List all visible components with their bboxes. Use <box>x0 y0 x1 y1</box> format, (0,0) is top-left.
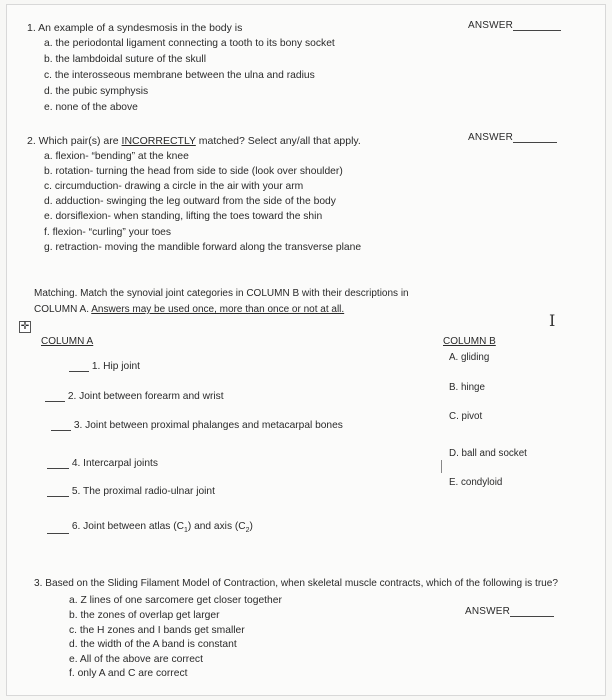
q3-answer-blank[interactable] <box>510 616 554 617</box>
matching-instructions-line1: Matching. Match the synovial joint categories in COLUMN B with their descriptions in <box>34 288 409 299</box>
q2-answer-label: ANSWER <box>468 132 557 143</box>
q3-answer-label: ANSWER <box>465 606 554 617</box>
q1-option-b[interactable]: b. the lambdoidal suture of the skull <box>44 54 206 65</box>
column-a-item-4: 4. Intercarpal joints <box>47 458 158 469</box>
column-b-item-a: A. gliding <box>449 352 490 363</box>
q3-option-f[interactable]: f. only A and C are correct <box>69 668 188 679</box>
q2-option-f[interactable]: f. flexion- “curling” your toes <box>44 227 172 238</box>
q2-option-d[interactable]: d. adduction- swinging the leg outward from the side of the body <box>44 196 336 207</box>
column-b-header: COLUMN B <box>443 336 496 347</box>
q1-option-e[interactable]: e. none of the above <box>44 102 138 113</box>
column-a-item-1: 1. Hip joint <box>69 361 140 372</box>
q1-stem: 1. An example of a syndesmosis in the body is <box>27 22 243 34</box>
q2-option-b[interactable]: b. rotation- turning the head from side to side (look over shoulder) <box>44 166 343 177</box>
q2-option-a[interactable]: a. flexion- “bending” at the knee <box>44 151 189 162</box>
worksheet-page <box>6 4 606 696</box>
column-a-item-2: 2. Joint between forearm and wrist <box>45 391 224 402</box>
column-a-header: COLUMN A <box>41 336 94 347</box>
table-move-handle-icon[interactable]: ✛ <box>20 321 30 332</box>
q3-option-d[interactable]: d. the width of the A band is constant <box>69 639 237 650</box>
column-b-item-c: C. pivot <box>449 411 483 422</box>
q2-option-e[interactable]: e. dorsiflexion- when standing, lifting the toes toward the shin <box>44 211 323 222</box>
q3-option-e[interactable]: e. All of the above are correct <box>69 654 203 665</box>
q2-option-c[interactable]: c. circumduction- drawing a circle in the air with your arm <box>44 181 304 192</box>
column-b-item-b: B. hinge <box>449 382 485 393</box>
q2-answer-blank[interactable] <box>513 142 557 143</box>
q2-option-g[interactable]: g. retraction- moving the mandible forward along the transverse plane <box>44 242 362 253</box>
q3-stem: 3. Based on the Sliding Filament Model of Contraction, when skeletal muscle contracts, which of the following is true? <box>34 578 559 589</box>
q3-option-c[interactable]: c. the H zones and I bands get smaller <box>69 625 245 636</box>
answer-blank-4[interactable] <box>47 468 69 469</box>
answer-blank-1[interactable] <box>69 371 89 372</box>
q1-answer-label: ANSWER <box>468 20 561 31</box>
column-b-item-e: E. condyloid <box>449 477 503 488</box>
answer-blank-2[interactable] <box>45 401 65 402</box>
answer-blank-3[interactable] <box>51 430 71 431</box>
q1-option-d[interactable]: d. the pubic symphysis <box>44 86 149 97</box>
text-insertion-caret <box>441 460 442 473</box>
q3-option-a[interactable]: a. Z lines of one sarcomere get closer together <box>69 595 282 606</box>
q1-answer-blank[interactable] <box>513 30 561 31</box>
column-a-item-5: 5. The proximal radio-ulnar joint <box>47 486 215 497</box>
answer-blank-6[interactable] <box>47 533 69 534</box>
answer-blank-5[interactable] <box>47 496 69 497</box>
q2-stem: 2. Which pair(s) are INCORRECTLY matched? Select any/all that apply. <box>27 135 361 147</box>
column-a-item-3: 3. Joint between proximal phalanges and metacarpal bones <box>51 420 343 431</box>
column-b-item-d: D. ball and socket <box>449 448 527 459</box>
text-cursor-icon: I <box>549 311 556 330</box>
column-a-item-6: 6. Joint between atlas $(C_1)$ and axis $(C_2)$ <box>47 521 253 534</box>
q1-option-c[interactable]: c. the interosseous membrane between the ulna and radius <box>44 70 315 81</box>
matching-instructions-line2: COLUMN A. Answers may be used once, more than once or not at all. <box>34 304 345 315</box>
q3-option-b[interactable]: b. the zones of overlap get larger <box>69 610 220 621</box>
q1-option-a[interactable]: a. the periodontal ligament connecting a tooth to its bony socket <box>44 38 335 49</box>
